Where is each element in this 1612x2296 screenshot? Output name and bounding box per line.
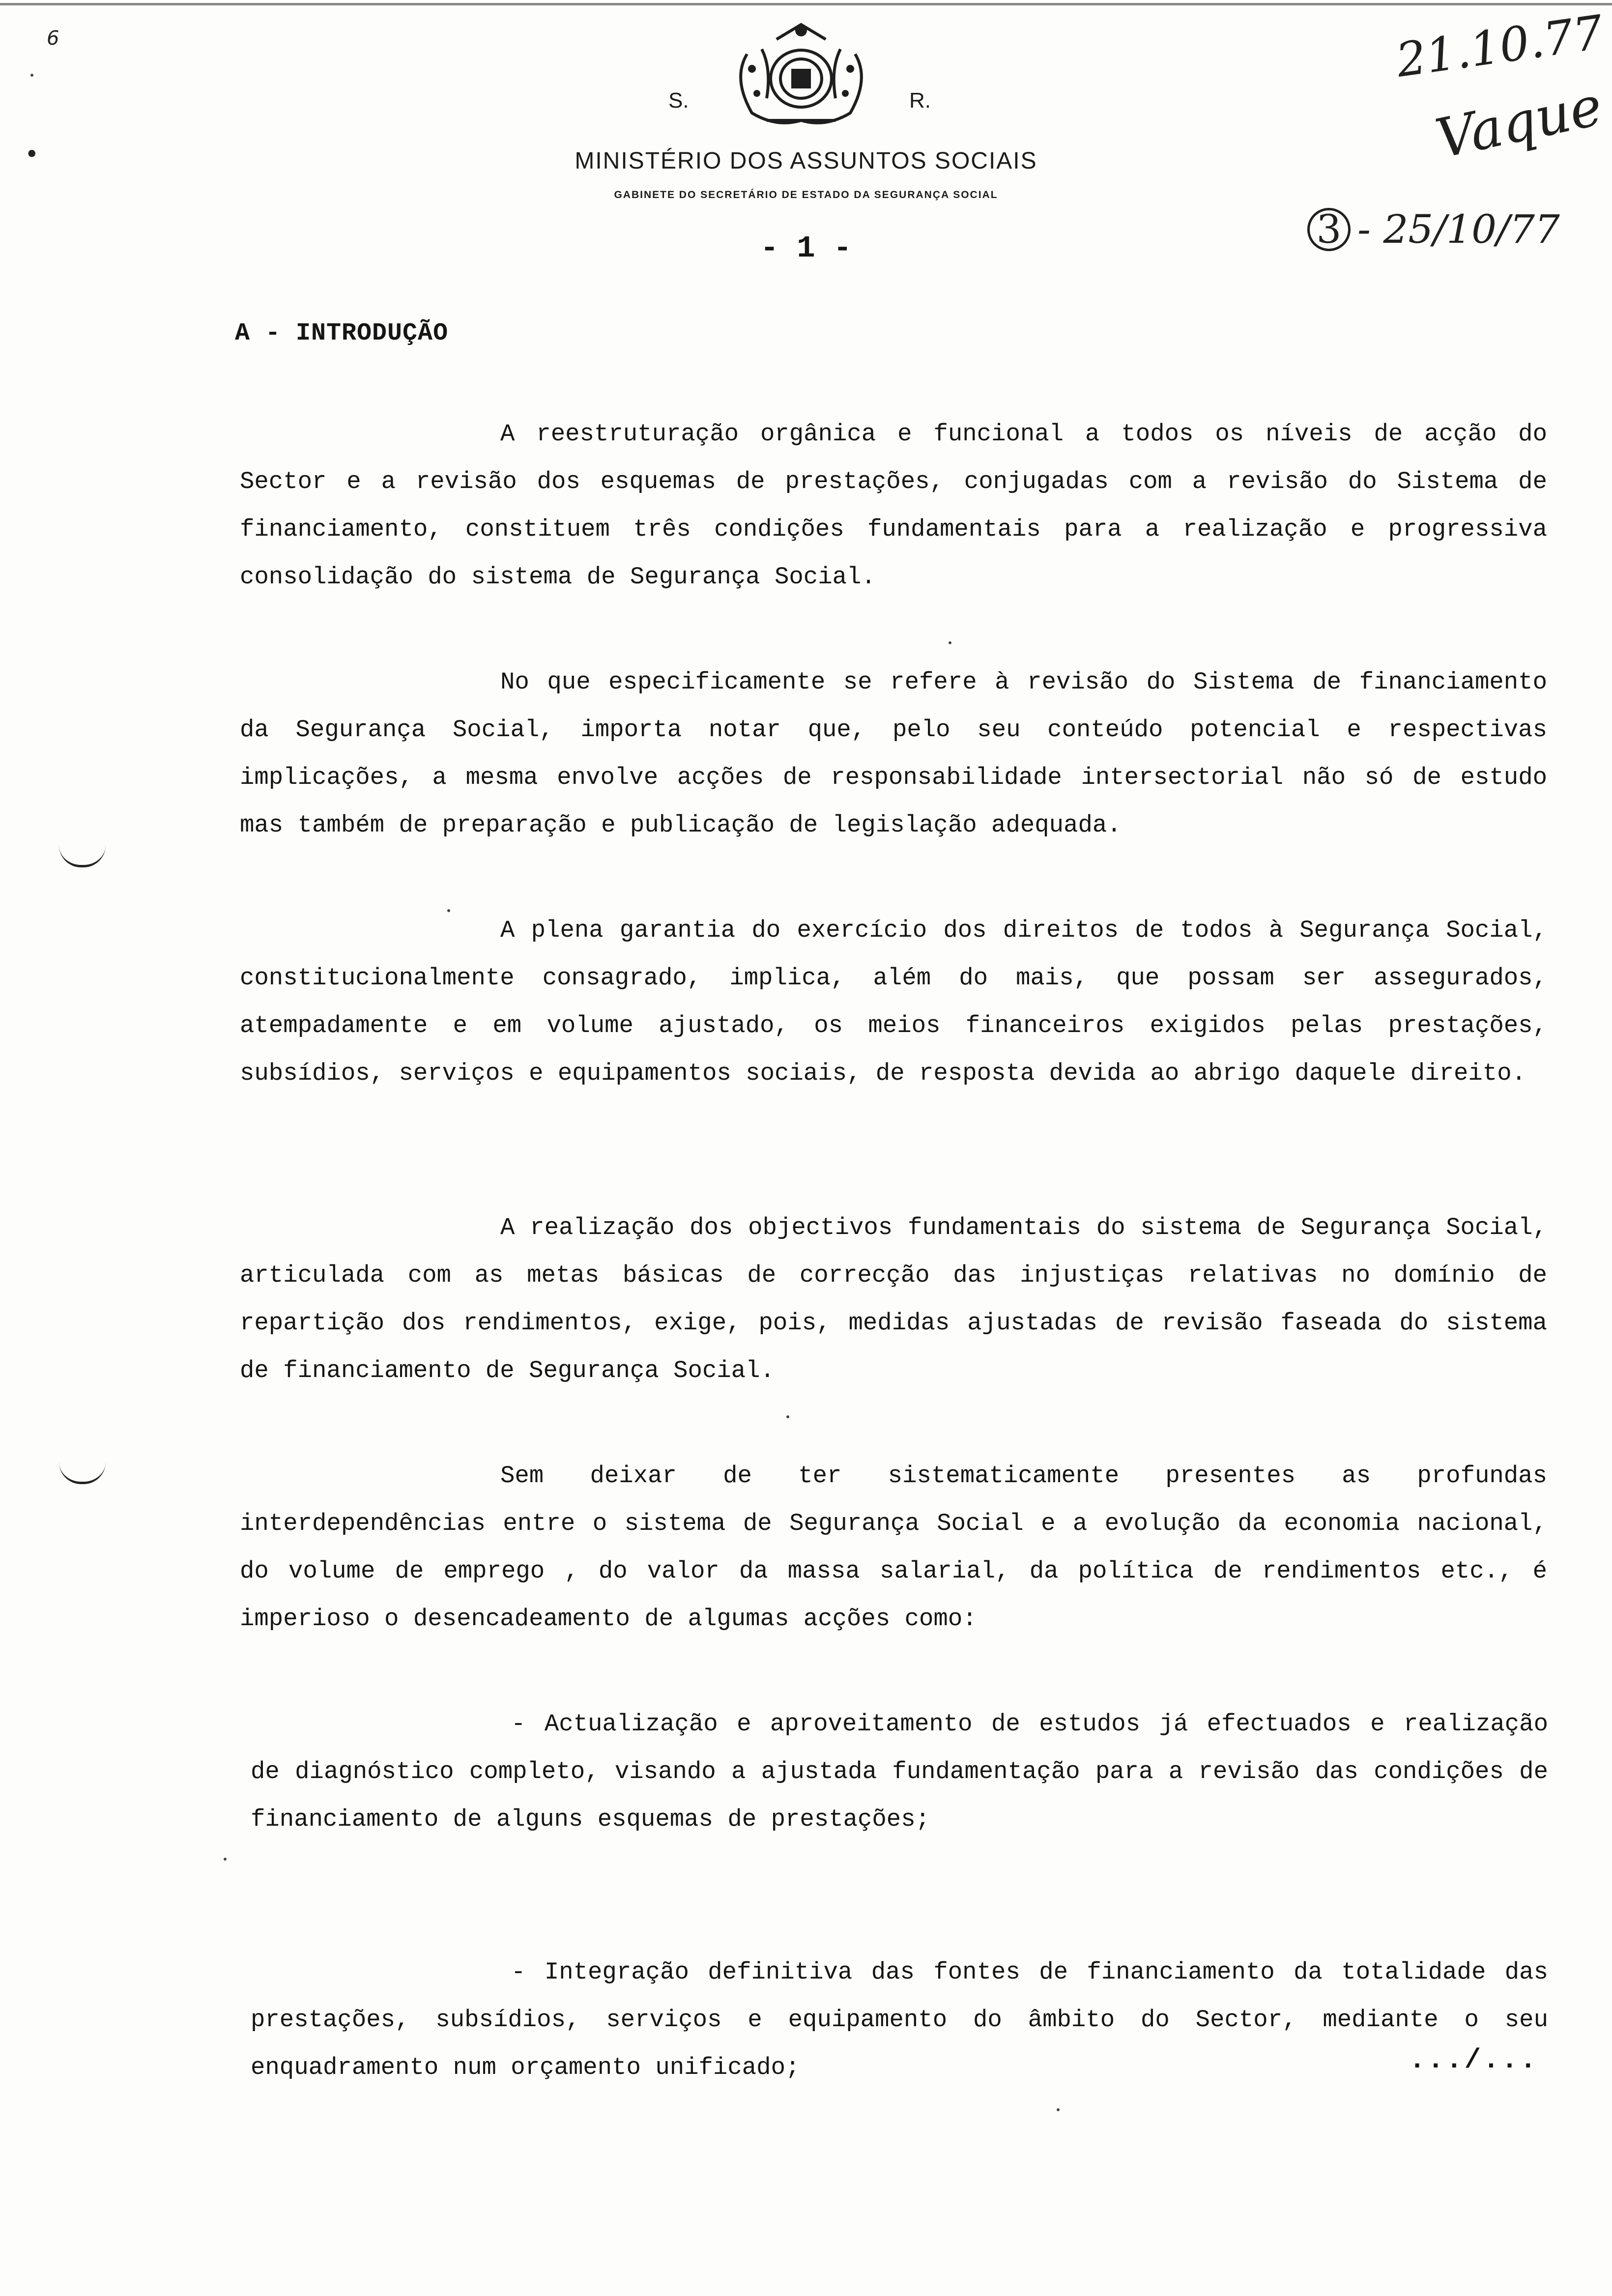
- paragraph: A realização dos objectivos fundamentais do sistema de Segurança Social, articulada com as metas básicas de correcção das injustiças relativas no domínio de repartição dos rendimentos, exige, pois, medidas ajustadas de revisão faseada do sistema de financiamento de Segurança Social.: [240, 1214, 1547, 1384]
- circled-number: 3: [1307, 208, 1351, 251]
- section-heading: A - INTRODUÇÃO: [235, 319, 449, 347]
- paragraph: A reestruturação orgânica e funcional a todos os níveis de acção do Sector e a revisão dos esquemas de prestações, conjugadas com a revisão do Sistema de financiamento, constituem três condições fundamentais para a realização e progressiva consolidação do sistema de Segurança Social.: [240, 420, 1547, 591]
- list-item: - Integração definitiva das fontes de financiamento da totalidade das prestações, subsídios, serviços e equipamento do âmbito do Sector, mediante o seu enquadramento num orçamento unificado;: [251, 1958, 1548, 2081]
- speck: [224, 1858, 227, 1861]
- speck: [949, 641, 951, 644]
- speck: [30, 74, 33, 77]
- margin-bracket-mark: [59, 845, 106, 867]
- handwritten-date-top: 21.10.77: [1393, 5, 1607, 88]
- top-edge-rule: [0, 3, 1612, 5]
- coat-of-arms-icon: [718, 20, 885, 133]
- handwritten-reference: [1307, 206, 1560, 252]
- margin-mark-top-left: 6: [47, 27, 59, 50]
- letterhead-left-letter: S.: [668, 88, 689, 113]
- speck: [447, 909, 450, 912]
- list-item: - Actualização e aproveitamento de estudos já efectuados e realização de diagnóstico completo, visando a ajustada fundamentação para a revisão das condições de financiamento de alguns esquemas de prestações;: [251, 1710, 1548, 1833]
- letterhead-right-letter: R.: [909, 88, 931, 113]
- margin-bullet-mark: •: [25, 140, 39, 169]
- ministry-name: MINISTÉRIO DOS ASSUNTOS SOCIAIS: [575, 148, 1037, 174]
- handwritten-date-bottom: - 25/10/77: [1357, 206, 1560, 252]
- continuation-mark: .../...: [1409, 2044, 1538, 2076]
- paragraph: Sem deixar de ter sistematicamente presentes as profundas interdependências entre o sistema de Segurança Social e a evolução da economia nacional, do volume de emprego , do valor da massa salarial, da política de rendimentos etc., é imperioso o desencadeamento de algumas acções como:: [240, 1462, 1547, 1633]
- paragraph: A plena garantia do exercício dos direitos de todos à Segurança Social, constitucionalmente consagrado, implica, além do mais, que possam ser assegurados, atempadamente e em volume ajustado, os meios financeiros exigidos pelas prestações, subsídios, serviços e equipamentos sociais, de resposta devida ao abrigo daquele direito.: [240, 917, 1547, 1087]
- speck: [1057, 2108, 1060, 2111]
- office-name: GABINETE DO SECRETÁRIO DE ESTADO DA SEGURANÇA SOCIAL: [614, 189, 998, 201]
- page-number: - 1 -: [760, 231, 852, 266]
- margin-bracket-mark: [59, 1462, 106, 1484]
- paragraph: No que especificamente se refere à revisão do Sistema de financiamento da Segurança Social, importa notar que, pelo seu conteúdo potencial e respectivas implicações, a mesma envolve acções de responsabilidade intersectorial não só de estudo mas também de preparação e publicação de legislação adequada.: [240, 668, 1547, 839]
- speck: [786, 1415, 789, 1418]
- handwritten-signature: Vaque: [1430, 74, 1608, 171]
